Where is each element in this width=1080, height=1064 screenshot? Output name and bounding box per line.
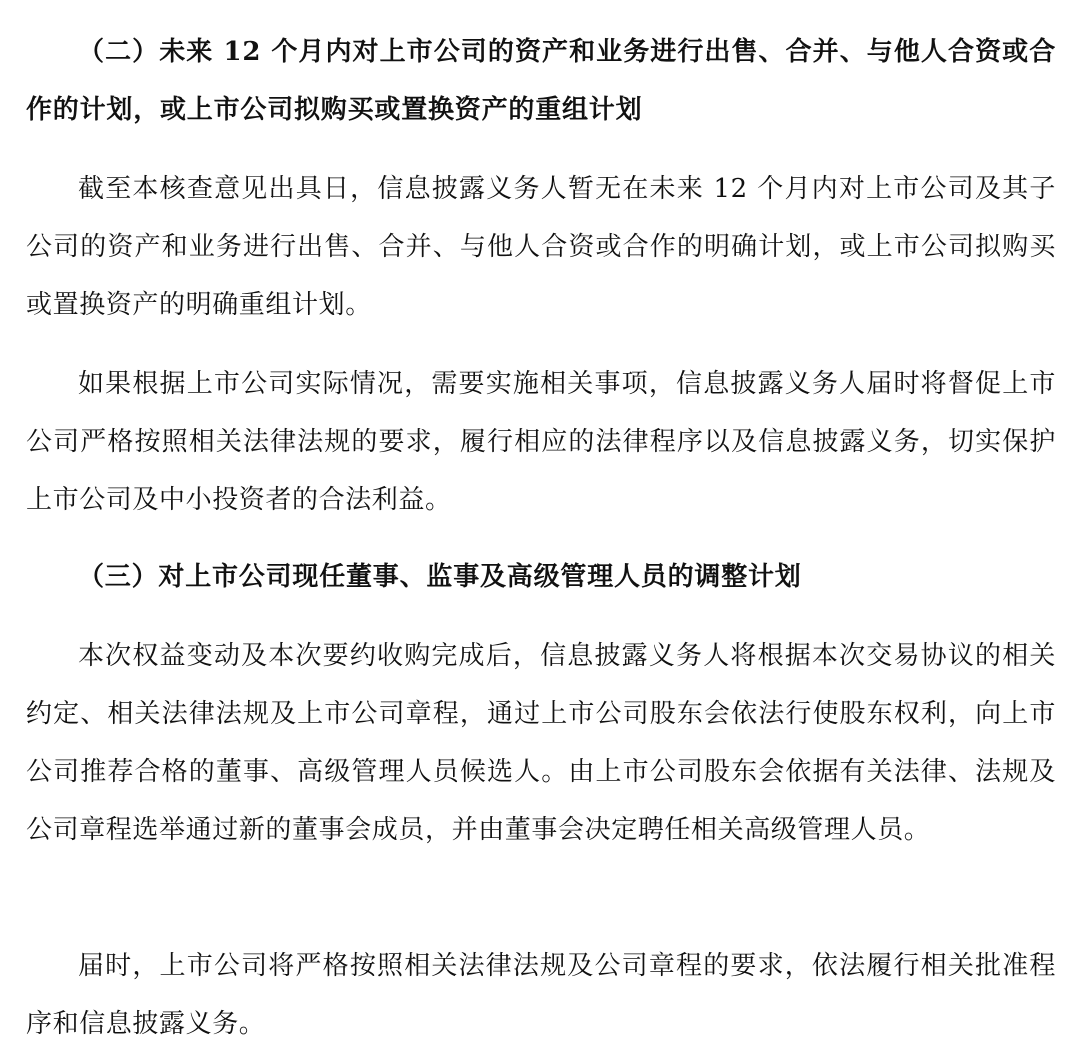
paragraph-approval-and-disclosure: 届时，上市公司将严格按照相关法律法规及公司章程的要求，依法履行相关批准程序和信息披露义务。 bbox=[26, 951, 1056, 1039]
paragraph-future-implementation: 如果根据上市公司实际情况，需要实施相关事项，信息披露义务人届时将督促上市公司严格按照相关法律法规的要求，履行相应的法律程序以及信息披露义务，切实保护上市公司及中小投资者的合法利益。 bbox=[26, 369, 1056, 515]
paragraph-board-and-management-nomination: 本次权益变动及本次要约收购完成后，信息披露义务人将根据本次交易协议的相关约定、相关法律法规及上市公司章程，通过上市公司股东会依法行使股东权利，向上市公司推荐合格的董事、高级管理人员候选人。由上市公司股东会依据有关法律、法规及公司章程选举通过新的董事会成员，并由董事会决定聘任相关高级管理人员。 bbox=[26, 641, 1056, 845]
section-heading-future-12-month-plan: （二）未来 12 个月内对上市公司的资产和业务进行出售、合并、与他人合资或合作的计划，或上市公司拟购买或置换资产的重组计划 bbox=[26, 37, 1056, 125]
paragraph-current-plan-status: 截至本核查意见出具日，信息披露义务人暂无在未来 12 个月内对上市公司及其子公司的资产和业务进行出售、合并、与他人合资或合作的明确计划，或上市公司拟购买或置换资产的明确重组计划。 bbox=[26, 174, 1056, 320]
section-heading-management-adjustment-plan: （三）对上市公司现任董事、监事及高级管理人员的调整计划 bbox=[78, 562, 802, 592]
